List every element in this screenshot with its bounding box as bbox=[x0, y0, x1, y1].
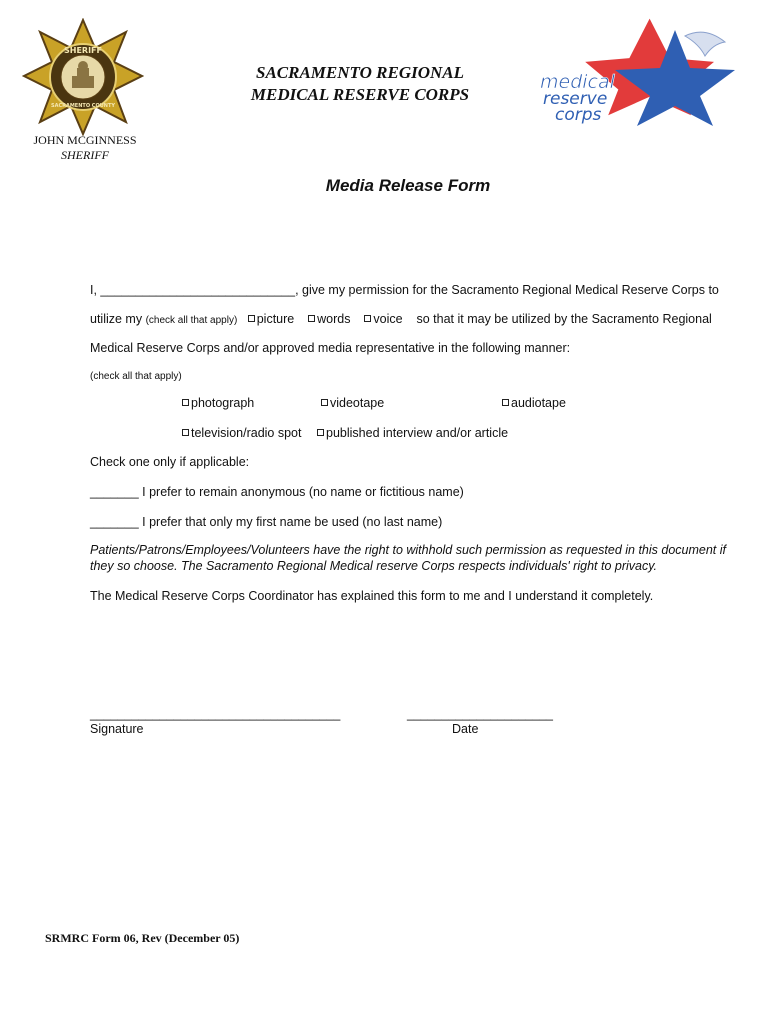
sheriff-name: JOHN MCGINNESS bbox=[33, 133, 137, 147]
words-label: words bbox=[317, 312, 351, 326]
sheriff-info bbox=[20, 133, 150, 163]
photograph-checkbox[interactable] bbox=[182, 399, 189, 406]
mrc-logo-line2: reserve bbox=[543, 89, 608, 109]
signature-label: Signature bbox=[90, 722, 144, 736]
audiotape-label: audiotape bbox=[511, 396, 566, 410]
videotape-checkbox[interactable] bbox=[321, 399, 328, 406]
rights-note: Patients/Patrons/Employees/Volunteers have the right to withhold such permission as requested in this document if they so choose. The Sacramento Regional Medical reserve Corps respects individuals' right to privacy. bbox=[90, 543, 726, 573]
utilize-line bbox=[90, 312, 712, 326]
check-one-heading: Check one only if applicable: bbox=[90, 455, 250, 469]
sheriff-title: SHERIFF bbox=[61, 148, 109, 162]
television-label: television/radio spot bbox=[191, 426, 302, 440]
date-field[interactable]: _____________________ bbox=[407, 707, 553, 721]
form-title: Media Release Form bbox=[325, 176, 491, 195]
explained-statement: The Medical Reserve Corps Coordinator has explained this form to me and I understand it completely. bbox=[90, 589, 654, 603]
option-videotape[interactable] bbox=[321, 396, 384, 410]
interview-label: published interview and/or article bbox=[326, 426, 509, 440]
badge-top-text: SHERIFF bbox=[64, 46, 102, 55]
option-audiotape[interactable] bbox=[502, 396, 566, 410]
option-interview[interactable] bbox=[317, 426, 508, 440]
photograph-label: photograph bbox=[191, 396, 255, 410]
picture-checkbox[interactable] bbox=[248, 315, 255, 322]
picture-label: picture bbox=[256, 312, 295, 326]
mrc-logo-line1: medical bbox=[540, 71, 615, 93]
audiotape-checkbox[interactable] bbox=[502, 399, 509, 406]
manner-line: Medical Reserve Corps and/or approved media representative in the following manner: bbox=[90, 341, 571, 355]
utilize-prefix: utilize my bbox=[90, 312, 143, 326]
voice-checkbox[interactable] bbox=[364, 315, 371, 322]
television-checkbox[interactable] bbox=[182, 429, 189, 436]
check-all-note: (check all that apply) bbox=[90, 371, 182, 382]
date-label: Date bbox=[452, 722, 479, 736]
org-title bbox=[210, 62, 510, 106]
signature-field[interactable]: ____________________________________ bbox=[90, 707, 341, 721]
first-name-option[interactable]: _______ I prefer that only my first name be used (no last name) bbox=[90, 515, 443, 529]
badge-bottom-text: SACRAMENTO COUNTY bbox=[50, 103, 116, 109]
sheriff-badge-logo bbox=[22, 18, 144, 136]
option-photograph[interactable] bbox=[182, 396, 254, 410]
voice-label: voice bbox=[373, 312, 403, 326]
words-checkbox[interactable] bbox=[308, 315, 315, 322]
option-television[interactable] bbox=[182, 426, 301, 440]
check-all-note-inline: (check all that apply) bbox=[145, 315, 238, 326]
org-title-line1: SACRAMENTO REGIONAL bbox=[256, 63, 464, 82]
permission-line: I, ____________________________, give my permission for the Sacramento Regional Medical Reserve Corps to bbox=[90, 283, 719, 297]
videotape-label: videotape bbox=[330, 396, 385, 410]
interview-checkbox[interactable] bbox=[317, 429, 324, 436]
mrc-logo-line3: corps bbox=[555, 105, 602, 125]
medical-reserve-corps-logo bbox=[535, 18, 750, 128]
utilize-suffix: so that it may be utilized by the Sacramento Regional bbox=[416, 312, 712, 326]
form-id-footer: SRMRC Form 06, Rev (December 05) bbox=[45, 931, 240, 945]
org-title-line2: MEDICAL RESERVE CORPS bbox=[250, 85, 470, 104]
anonymous-option[interactable]: _______ I prefer to remain anonymous (no name or fictitious name) bbox=[90, 485, 464, 499]
